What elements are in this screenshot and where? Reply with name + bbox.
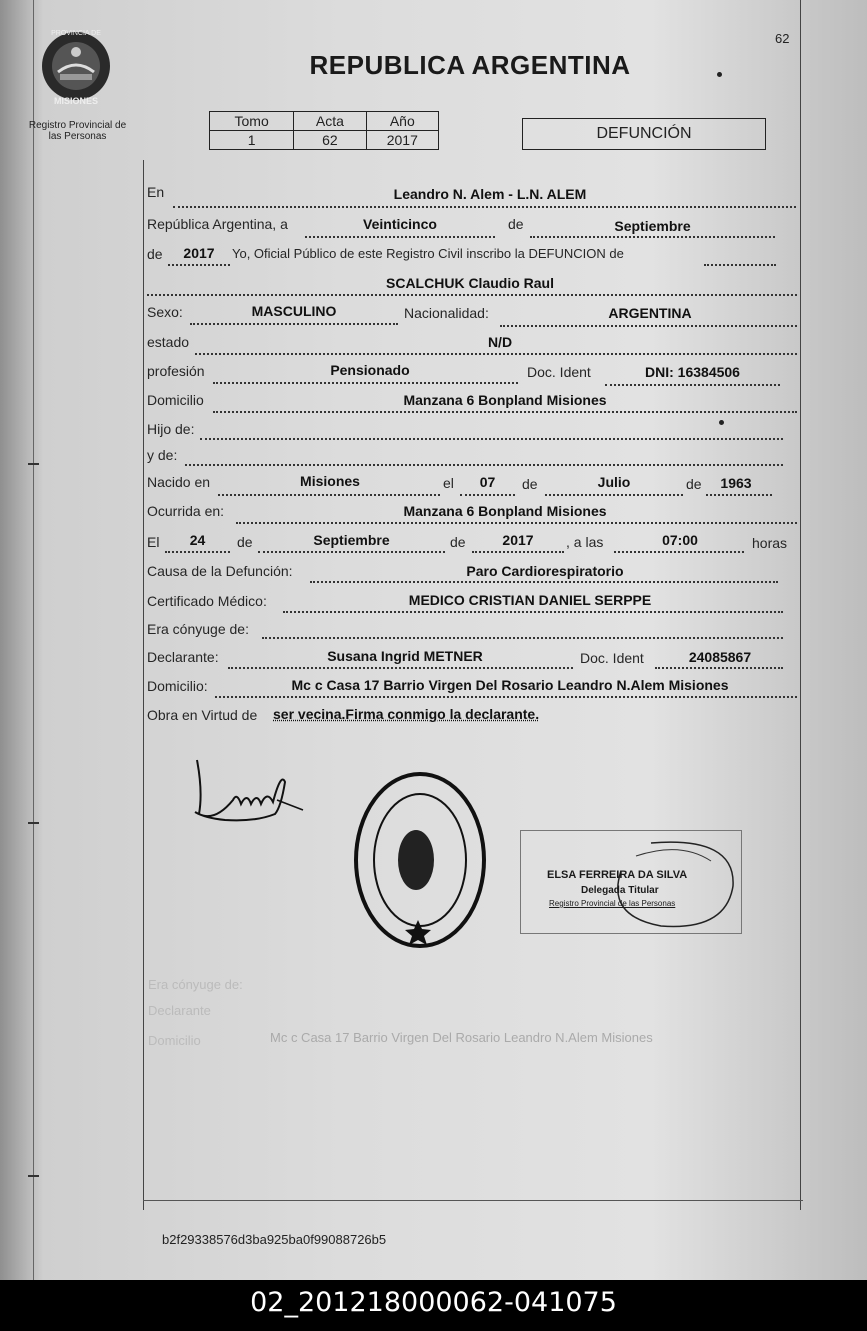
ghost-text-4: Mc c Casa 17 Barrio Virgen Del Rosario Leandro N.Alem Misiones — [270, 1030, 653, 1045]
value-nacido-en: Misiones — [300, 473, 360, 489]
label-horas: horas — [752, 535, 788, 551]
stamp-official-name: ELSA FERREIRA DA SILVA — [547, 869, 688, 881]
value-nombre: SCALCHUK Claudio Raul — [386, 275, 554, 291]
dots-nac-dia — [460, 494, 515, 496]
dots-anio — [168, 264, 230, 266]
value-mes: Septiembre — [614, 218, 691, 234]
value-profesion: Pensionado — [330, 362, 410, 378]
ink-dot-2 — [719, 420, 724, 425]
dots-nombre — [147, 294, 797, 296]
value-declarante-dni: 24085867 — [688, 649, 752, 665]
value-declarante: Susana Ingrid METNER — [327, 648, 483, 664]
label-de2: de — [522, 476, 538, 492]
label-de-start: de — [147, 246, 163, 262]
value-nac-anio: 1963 — [720, 475, 752, 491]
label-causa: Causa de la Defunción: — [147, 563, 293, 579]
value-def-anio: 2017 — [502, 532, 534, 548]
dots-nacionalidad — [500, 325, 797, 327]
dots-def-anio — [472, 551, 564, 553]
label-domicilio: Domicilio — [147, 392, 204, 408]
dots-profesion — [213, 382, 518, 384]
official-stamp-box — [520, 830, 742, 934]
label-doc-ident-2: Doc. Ident — [580, 650, 644, 666]
seal-top-text: PROVINCIA DE — [51, 30, 101, 37]
label-hijo-de: Hijo de: — [147, 421, 195, 437]
value-anio: 2017 — [183, 245, 215, 261]
label-sexo: Sexo: — [147, 304, 183, 320]
dots-nac-anio — [706, 494, 772, 496]
dots-causa — [310, 581, 778, 583]
dots-tail — [704, 264, 776, 266]
form-left-border — [143, 160, 144, 1210]
dots-domicilio-2 — [215, 696, 797, 698]
dots-sexo — [190, 323, 398, 325]
seal-bottom-text: MISIONES — [53, 96, 98, 106]
anio-value: 2017 — [366, 131, 438, 150]
label-republica: República Argentina, a — [147, 216, 288, 232]
dots-certificado — [283, 611, 783, 613]
form-right-border — [800, 0, 801, 1210]
label-obra: Obra en Virtud de — [147, 707, 258, 723]
label-a-las: , a las — [566, 534, 604, 550]
declarant-signature — [185, 752, 310, 832]
label-en: En — [147, 184, 165, 200]
dots-dia — [305, 236, 495, 238]
label-certificado: Certificado Médico: — [147, 593, 267, 609]
value-hora: 07:00 — [662, 532, 698, 548]
dots-hora — [614, 551, 744, 553]
value-sexo: MASCULINO — [251, 303, 337, 319]
value-localidad: Leandro N. Alem - L.N. ALEM — [393, 186, 587, 202]
label-estado: estado — [147, 334, 190, 350]
label-de3: de — [686, 476, 702, 492]
dots-ocurrida-en — [236, 522, 797, 524]
dots-dni — [605, 384, 780, 386]
label-de5: de — [450, 534, 466, 550]
anio-header: Año — [366, 112, 438, 131]
acta-header: Acta — [294, 112, 366, 131]
document-hash: b2f29338576d3ba925ba0f99088726b5 — [162, 1232, 387, 1247]
value-nacionalidad: ARGENTINA — [608, 305, 692, 321]
registry-line-2: las Personas — [48, 131, 107, 142]
tomo-header: Tomo — [210, 112, 294, 131]
act-number-table — [209, 111, 439, 150]
label-nacionalidad: Nacionalidad: — [404, 305, 489, 321]
value-def-dia: 24 — [189, 532, 206, 548]
value-causa: Paro Cardiorespiratorio — [466, 563, 624, 579]
ghost-text-2: Declarante — [148, 1003, 211, 1018]
dots-hijo-de — [200, 438, 783, 440]
value-def-mes: Septiembre — [313, 532, 390, 548]
dots-def-dia — [165, 551, 230, 553]
value-obra-texto: ser vecina.Firma conmigo la declarante. — [273, 706, 540, 722]
value-estado: N/D — [487, 334, 513, 350]
label-doc-ident: Doc. Ident — [527, 364, 591, 380]
ghost-text-1: Era cónyuge de: — [148, 977, 243, 992]
value-dia-letras: Veinticinco — [363, 216, 437, 232]
label-y-de: y de: — [147, 447, 178, 463]
page-title: REPUBLICA ARGENTINA — [309, 50, 631, 80]
dots-domicilio — [213, 411, 797, 413]
registry-round-stamp — [350, 768, 490, 953]
document-type-box: DEFUNCIÓN — [522, 118, 766, 150]
dots-conyuge — [262, 637, 783, 639]
value-nac-dia: 07 — [479, 474, 496, 490]
dots-localidad — [173, 206, 796, 208]
margin-tick-2 — [28, 822, 39, 824]
dots-y-de — [185, 464, 783, 466]
value-declarante-domicilio: Mc c Casa 17 Barrio Virgen Del Rosario Leandro N.Alem Misiones — [291, 677, 729, 693]
dots-nacido-en — [218, 494, 440, 496]
dots-declarante-dni — [655, 667, 783, 669]
label-domicilio-2: Domicilio: — [147, 678, 208, 694]
form-bottom-border — [143, 1200, 803, 1201]
label-el2: El — [147, 534, 160, 550]
dots-estado — [195, 353, 797, 355]
margin-line — [33, 0, 34, 1280]
registry-line-1: Registro Provincial de — [28, 120, 127, 131]
label-el: el — [443, 475, 454, 491]
ghost-text-3: Domicilio — [148, 1033, 201, 1048]
margin-tick-3 — [28, 1175, 39, 1177]
dots-mes — [530, 236, 775, 238]
label-declarante: Declarante: — [147, 649, 219, 665]
footer-document-id: 02_201218000062-041075 — [0, 1280, 867, 1331]
acta-value: 62 — [294, 131, 366, 150]
label-nacido-en: Nacido en — [147, 474, 211, 490]
registry-label — [20, 120, 135, 142]
label-de1: de — [508, 216, 524, 232]
dots-declarante — [228, 667, 573, 669]
margin-tick-1 — [28, 463, 39, 465]
value-domicilio: Manzana 6 Bonpland Misiones — [403, 392, 607, 408]
value-ocurrida-en: Manzana 6 Bonpland Misiones — [403, 503, 607, 519]
tomo-value: 1 — [210, 131, 294, 150]
value-certificado: MEDICO CRISTIAN DANIEL SERPPE — [408, 592, 652, 608]
label-oficial: Yo, Oficial Público de este Registro Civil inscribo la DEFUNCION de — [232, 246, 624, 261]
ink-dot — [717, 72, 722, 77]
dots-def-mes — [258, 551, 445, 553]
label-de4: de — [237, 534, 253, 550]
stamp-official-org: Registro Provincial de las Personas — [549, 899, 676, 908]
label-profesion: profesión — [147, 363, 205, 379]
stamp-official-role: Delegada Titular — [581, 885, 659, 896]
label-ocurrida-en: Ocurrida en: — [147, 503, 225, 519]
label-conyuge: Era cónyuge de: — [147, 621, 249, 637]
dots-nac-mes — [545, 494, 683, 496]
value-nac-mes: Julio — [597, 474, 631, 490]
value-dni: DNI: 16384506 — [645, 364, 740, 380]
page-number: 62 — [775, 31, 790, 46]
